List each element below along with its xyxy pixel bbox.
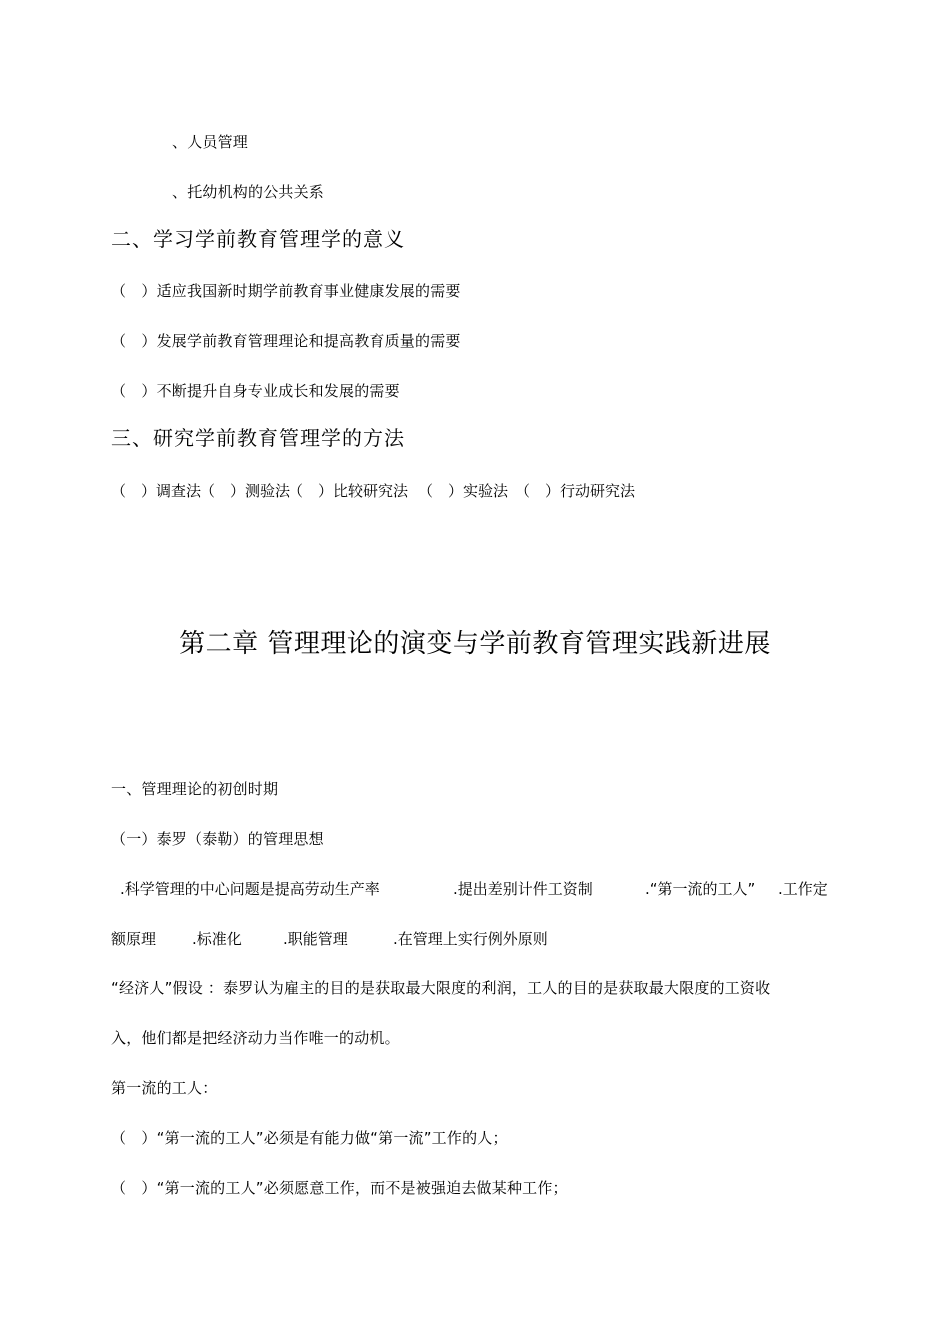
point-functional-management: .职能管理	[283, 930, 348, 948]
method-action-research: （ ）行动研究法	[515, 482, 636, 500]
point-quota-cont: 额原理	[111, 930, 157, 948]
list-item: （ ）适应我国新时期学前教育事业健康发展的需要	[111, 282, 461, 300]
chapter-title: 第二章 管理理论的演变与学前教育管理实践新进展	[179, 629, 771, 659]
list-item-public-relations: 、托幼机构的公共关系	[172, 183, 325, 201]
list-item: （ ）“第一流的工人”必须愿意工作，而不是被强迫去做某种工作；	[111, 1179, 568, 1197]
point-work-quota: .工作定	[778, 880, 828, 898]
sub-heading-taylor: （一）泰罗（泰勒）的管理思想	[111, 830, 324, 848]
section-heading-significance: 二、学习学前教育管理学的意义	[111, 227, 405, 251]
point-first-class-worker: .“第一流的工人”	[645, 880, 756, 898]
method-test: （ ）测验法	[200, 482, 291, 500]
economic-man-paragraph-line-1: “经济人”假设 ：泰罗认为雇主的目的是获取最大限度的利润，工人的目的是获取最大限度的工资收	[111, 979, 771, 997]
method-experiment: （ ）实验法	[418, 482, 509, 500]
part-heading: 一、管理理论的初创时期	[111, 780, 279, 798]
method-comparative: （ ）比较研究法	[288, 482, 409, 500]
method-survey: （ ）调查法	[111, 482, 202, 500]
section-heading-methods: 三、研究学前教育管理学的方法	[111, 426, 405, 450]
list-item: （ ）发展学前教育管理理论和提高教育质量的需要	[111, 332, 461, 350]
first-class-worker-label: 第一流的工人：	[111, 1079, 218, 1097]
list-item: （ ）“第一流的工人”必须是有能力做“第一流”工作的人；	[111, 1129, 508, 1147]
point-standardization: .标准化	[192, 930, 242, 948]
list-item-personnel: 、人员管理	[172, 133, 249, 151]
list-item: （ ）不断提升自身专业成长和发展的需要	[111, 382, 400, 400]
economic-man-paragraph-line-2: 入，他们都是把经济动力当作唯一的动机。	[111, 1029, 400, 1047]
point-productivity: .科学管理的中心问题是提高劳动生产率	[120, 880, 380, 898]
point-exception-principle: .在管理上实行例外原则	[393, 930, 548, 948]
point-piece-rate: .提出差别计件工资制	[453, 880, 593, 898]
